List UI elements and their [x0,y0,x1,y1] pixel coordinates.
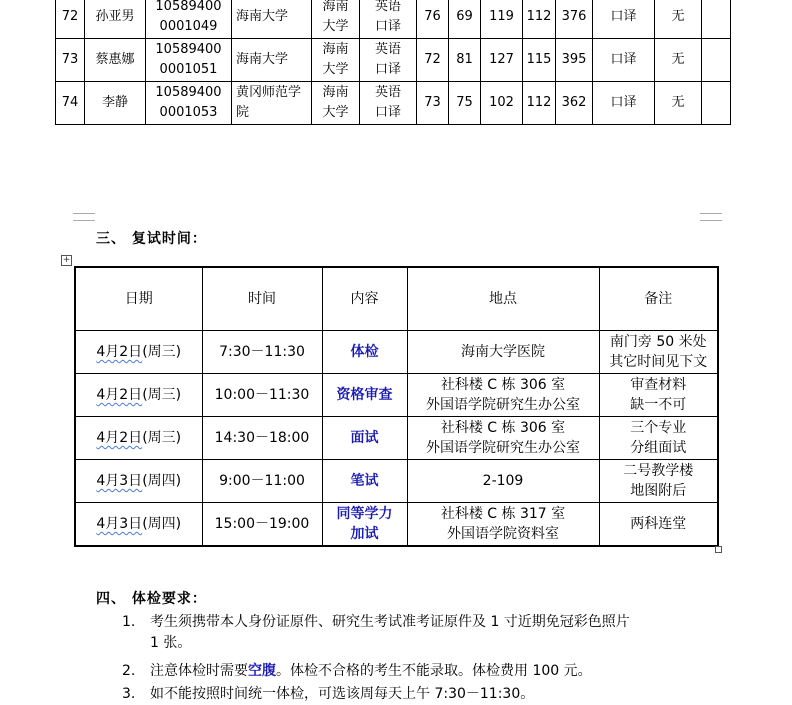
schedule-content: 面试 [322,417,407,460]
score-politics: 72 [417,39,449,82]
candidate-name: 孙亚男 [85,0,146,39]
remark: 无 [655,0,702,39]
table-row [56,39,731,82]
schedule-place: 社科楼 C 栋 317 室 外国语学院资料室 [407,503,599,547]
research-direction: 口译 [593,39,655,82]
schedule-content: 笔试 [322,460,407,503]
row-no: 74 [56,82,85,125]
table-row [75,374,718,417]
schedule-note: 南门旁 50 米处 其它时间见下文 [599,331,718,374]
score-subject1: 102 [481,82,523,125]
schedule-content: 体检 [322,331,407,374]
list-text-continued: 1 张。 [150,635,192,651]
research-direction: 口译 [593,0,655,39]
score-total: 376 [556,0,593,39]
page-margin-mark-left [73,213,95,221]
score-subject1: 127 [481,39,523,82]
score-politics: 73 [417,82,449,125]
schedule-place: 社科楼 C 栋 306 室 外国语学院研究生办公室 [407,374,599,417]
schedule-date: 4月3日(周四) [75,460,202,503]
schedule-table [74,266,719,547]
header-content: 内容 [322,267,407,331]
major: 英语 口译 [360,0,417,39]
header-date: 日期 [75,267,202,331]
schedule-time: 15:00－19:00 [202,503,322,547]
candidate-id: 10589400 0001053 [146,82,232,125]
section4-title: 四、 体检要求： [96,591,207,607]
graduate-school: 海南大学 [232,39,312,82]
candidate-id: 10589400 0001051 [146,39,232,82]
candidate-id: 10589400 0001049 [146,0,232,39]
list-text: 如不能按照时间统一体检，可选该周每天上午 7:30－11:30。 [150,686,535,702]
score-subject2: 112 [523,0,556,39]
schedule-time: 9:00－11:00 [202,460,322,503]
table-row [75,417,718,460]
schedule-note: 二号教学楼 地图附后 [599,460,718,503]
requirements-list [122,612,742,705]
candidate-table [55,0,731,125]
list-text: 考生须携带本人身份证原件、研究生考试准考证原件及 1 寸近期免冠彩色照片 [150,614,630,630]
header-note: 备注 [599,267,718,331]
table-move-handle-icon[interactable]: + [62,255,71,265]
schedule-note: 两科连堂 [599,503,718,547]
target-school: 海南 大学 [312,39,360,82]
extra-cell [702,82,731,125]
header-place: 地点 [407,267,599,331]
schedule-note: 三个专业 分组面试 [599,417,718,460]
schedule-time: 7:30－11:30 [202,331,322,374]
candidate-name: 蔡惠娜 [85,39,146,82]
score-language: 75 [449,82,481,125]
schedule-header-row [75,267,718,331]
row-no: 73 [56,39,85,82]
score-total: 362 [556,82,593,125]
row-no: 72 [56,0,85,39]
schedule-time: 10:00－11:30 [202,374,322,417]
target-school: 海南 大学 [312,0,360,39]
score-subject2: 115 [523,39,556,82]
list-number: 2. [122,663,136,679]
remark: 无 [655,82,702,125]
list-text: 注意体检时需要 [150,663,248,679]
candidate-name: 李静 [85,82,146,125]
schedule-date: 4月2日(周三) [75,374,202,417]
list-number: 1. [122,614,136,630]
score-total: 395 [556,39,593,82]
schedule-date: 4月2日(周三) [75,331,202,374]
schedule-time: 14:30－18:00 [202,417,322,460]
schedule-place: 2-109 [407,460,599,503]
list-text-after: 。体检不合格的考生不能录取。体检费用 100 元。 [276,663,592,679]
schedule-place: 社科楼 C 栋 306 室 外国语学院研究生办公室 [407,417,599,460]
major: 英语 口译 [360,82,417,125]
table-row [56,82,731,125]
extra-cell [702,0,731,39]
page-margin-mark-right [700,213,722,221]
section3-title: 三、 复试时间： [96,231,207,247]
score-politics: 76 [417,0,449,39]
list-number: 3. [122,686,136,702]
remark: 无 [655,39,702,82]
table-row [56,0,731,39]
table-row [75,460,718,503]
header-time: 时间 [202,267,322,331]
schedule-date: 4月2日(周三) [75,417,202,460]
list-item [122,684,742,705]
research-direction: 口译 [593,82,655,125]
list-item [122,661,742,682]
score-language: 69 [449,0,481,39]
graduate-school: 海南大学 [232,0,312,39]
extra-cell [702,39,731,82]
table-row [75,331,718,374]
list-item [122,612,742,654]
target-school: 海南 大学 [312,82,360,125]
schedule-place: 海南大学医院 [407,331,599,374]
schedule-content: 同等学力 加试 [322,503,407,547]
score-language: 81 [449,39,481,82]
graduate-school: 黄冈师范学 院 [232,82,312,125]
table-resize-handle[interactable] [715,546,722,553]
score-subject1: 119 [481,0,523,39]
schedule-content: 资格审查 [322,374,407,417]
schedule-note: 审查材料 缺一不可 [599,374,718,417]
schedule-date: 4月3日(周四) [75,503,202,547]
emphasis-text: 空腹 [248,663,276,679]
table-row [75,503,718,547]
major: 英语 口译 [360,39,417,82]
score-subject2: 112 [523,82,556,125]
